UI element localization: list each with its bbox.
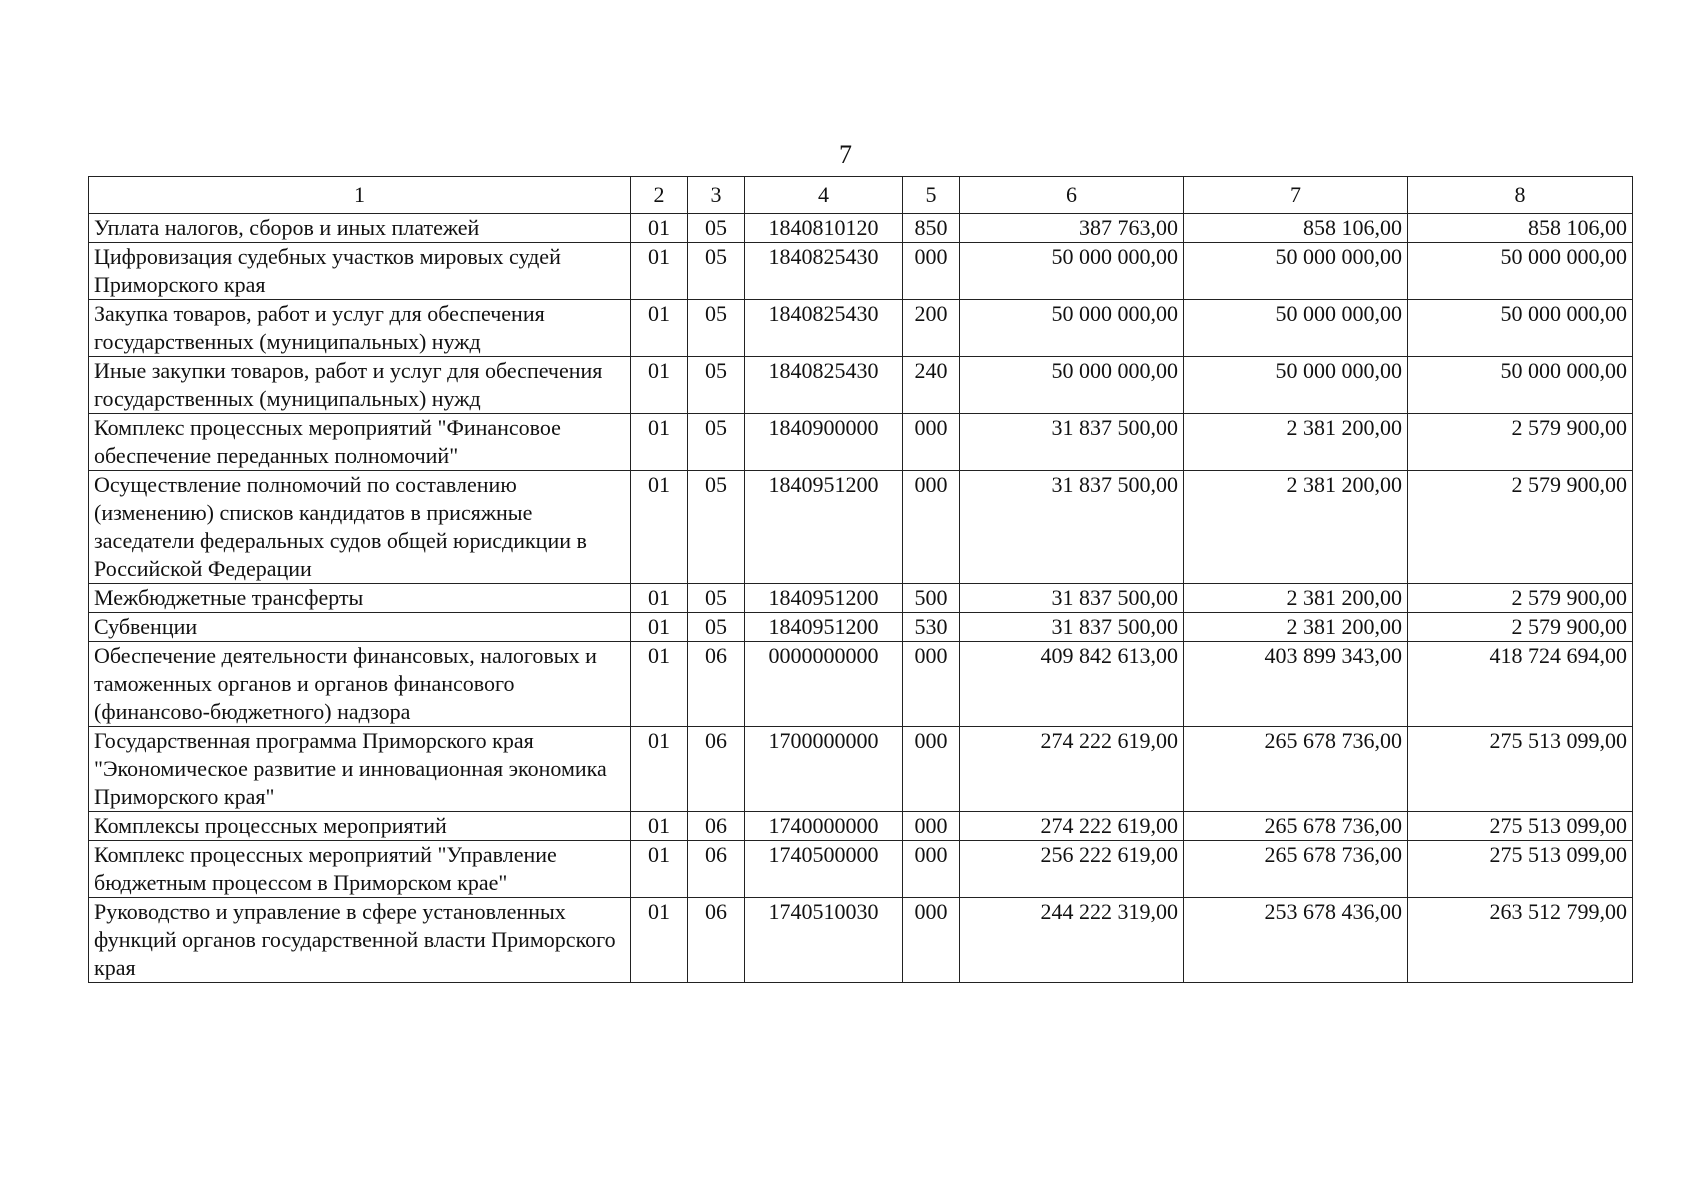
- row-amount-col6: 31 837 500,00: [960, 613, 1184, 642]
- row-subsection: 06: [688, 898, 745, 983]
- row-target-code: 0000000000: [745, 642, 903, 727]
- row-expense-type: 000: [903, 898, 960, 983]
- table-header: [89, 177, 1633, 214]
- header-cell-7: 7: [1184, 177, 1408, 214]
- row-subsection: 06: [688, 642, 745, 727]
- row-amount-col7: 2 381 200,00: [1184, 584, 1408, 613]
- row-amount-col8: 2 579 900,00: [1408, 584, 1633, 613]
- row-name: Уплата налогов, сборов и иных платежей: [89, 214, 631, 243]
- row-expense-type: 000: [903, 642, 960, 727]
- row-target-code: 1840825430: [745, 357, 903, 414]
- row-amount-col6: 31 837 500,00: [960, 471, 1184, 584]
- header-row: [89, 177, 1633, 214]
- row-target-code: 1840810120: [745, 214, 903, 243]
- row-amount-col7: 50 000 000,00: [1184, 300, 1408, 357]
- table-row: [89, 584, 1633, 613]
- row-amount-col8: 2 579 900,00: [1408, 471, 1633, 584]
- row-amount-col8: 50 000 000,00: [1408, 243, 1633, 300]
- row-subsection: 05: [688, 214, 745, 243]
- row-section: 01: [631, 642, 688, 727]
- row-subsection: 05: [688, 243, 745, 300]
- row-target-code: 1700000000: [745, 727, 903, 812]
- row-amount-col6: 244 222 319,00: [960, 898, 1184, 983]
- row-amount-col8: 275 513 099,00: [1408, 812, 1633, 841]
- table-row: [89, 812, 1633, 841]
- row-subsection: 05: [688, 471, 745, 584]
- row-amount-col8: 50 000 000,00: [1408, 300, 1633, 357]
- row-expense-type: 850: [903, 214, 960, 243]
- row-section: 01: [631, 812, 688, 841]
- row-target-code: 1840951200: [745, 471, 903, 584]
- row-amount-col8: 2 579 900,00: [1408, 613, 1633, 642]
- row-expense-type: 000: [903, 414, 960, 471]
- row-expense-type: 200: [903, 300, 960, 357]
- row-amount-col6: 31 837 500,00: [960, 414, 1184, 471]
- row-amount-col6: 31 837 500,00: [960, 584, 1184, 613]
- row-subsection: 06: [688, 841, 745, 898]
- row-subsection: 05: [688, 357, 745, 414]
- row-amount-col6: 409 842 613,00: [960, 642, 1184, 727]
- table-row: [89, 841, 1633, 898]
- row-section: 01: [631, 584, 688, 613]
- row-target-code: 1840825430: [745, 243, 903, 300]
- row-amount-col7: 50 000 000,00: [1184, 357, 1408, 414]
- row-subsection: 05: [688, 613, 745, 642]
- row-amount-col7: 403 899 343,00: [1184, 642, 1408, 727]
- row-target-code: 1840825430: [745, 300, 903, 357]
- header-cell-4: 4: [745, 177, 903, 214]
- row-expense-type: 000: [903, 727, 960, 812]
- table-row: [89, 727, 1633, 812]
- row-subsection: 06: [688, 812, 745, 841]
- row-section: 01: [631, 727, 688, 812]
- row-amount-col6: 50 000 000,00: [960, 357, 1184, 414]
- row-amount-col6: 274 222 619,00: [960, 727, 1184, 812]
- row-name: Осуществление полномочий по составлению (изменению) списков кандидатов в присяжные заседатели федеральных судов общей юрисдикции в Российской Федерации: [89, 471, 631, 584]
- page-number: 7: [839, 140, 852, 169]
- row-subsection: 06: [688, 727, 745, 812]
- row-expense-type: 000: [903, 243, 960, 300]
- row-section: 01: [631, 300, 688, 357]
- row-name: Закупка товаров, работ и услуг для обеспечения государственных (муниципальных) нужд: [89, 300, 631, 357]
- row-amount-col7: 2 381 200,00: [1184, 471, 1408, 584]
- row-amount-col7: 265 678 736,00: [1184, 841, 1408, 898]
- row-expense-type: 000: [903, 841, 960, 898]
- row-amount-col8: 275 513 099,00: [1408, 841, 1633, 898]
- budget-table: [88, 176, 1633, 983]
- row-amount-col8: 858 106,00: [1408, 214, 1633, 243]
- row-name: Комплекс процессных мероприятий "Финансовое обеспечение переданных полномочий": [89, 414, 631, 471]
- row-amount-col6: 50 000 000,00: [960, 300, 1184, 357]
- row-amount-col8: 2 579 900,00: [1408, 414, 1633, 471]
- row-amount-col8: 275 513 099,00: [1408, 727, 1633, 812]
- row-target-code: 1840951200: [745, 584, 903, 613]
- table-body: [89, 214, 1633, 983]
- row-section: 01: [631, 471, 688, 584]
- row-target-code: 1740510030: [745, 898, 903, 983]
- table-row: [89, 613, 1633, 642]
- row-amount-col6: 256 222 619,00: [960, 841, 1184, 898]
- header-cell-2: 2: [631, 177, 688, 214]
- row-expense-type: 500: [903, 584, 960, 613]
- table-row: [89, 642, 1633, 727]
- table-row: [89, 300, 1633, 357]
- row-name: Иные закупки товаров, работ и услуг для обеспечения государственных (муниципальных) нужд: [89, 357, 631, 414]
- row-section: 01: [631, 243, 688, 300]
- row-section: 01: [631, 414, 688, 471]
- row-amount-col7: 253 678 436,00: [1184, 898, 1408, 983]
- row-name: Комплексы процессных мероприятий: [89, 812, 631, 841]
- row-section: 01: [631, 214, 688, 243]
- row-amount-col8: 50 000 000,00: [1408, 357, 1633, 414]
- row-expense-type: 530: [903, 613, 960, 642]
- row-section: 01: [631, 898, 688, 983]
- row-name: Субвенции: [89, 613, 631, 642]
- row-target-code: 1840900000: [745, 414, 903, 471]
- row-name: Комплекс процессных мероприятий "Управление бюджетным процессом в Приморском крае": [89, 841, 631, 898]
- table-row: [89, 898, 1633, 983]
- row-subsection: 05: [688, 414, 745, 471]
- row-expense-type: 240: [903, 357, 960, 414]
- row-amount-col7: 50 000 000,00: [1184, 243, 1408, 300]
- row-amount-col7: 265 678 736,00: [1184, 727, 1408, 812]
- row-target-code: 1840951200: [745, 613, 903, 642]
- row-section: 01: [631, 613, 688, 642]
- row-amount-col8: 418 724 694,00: [1408, 642, 1633, 727]
- row-amount-col7: 265 678 736,00: [1184, 812, 1408, 841]
- table-row: [89, 357, 1633, 414]
- row-amount-col6: 387 763,00: [960, 214, 1184, 243]
- row-name: Государственная программа Приморского края "Экономическое развитие и инновационная экономика Приморского края": [89, 727, 631, 812]
- row-expense-type: 000: [903, 812, 960, 841]
- table-row: [89, 243, 1633, 300]
- header-cell-5: 5: [903, 177, 960, 214]
- header-cell-8: 8: [1408, 177, 1633, 214]
- table-row: [89, 471, 1633, 584]
- row-name: Цифровизация судебных участков мировых судей Приморского края: [89, 243, 631, 300]
- header-cell-1: 1: [89, 177, 631, 214]
- row-amount-col7: 858 106,00: [1184, 214, 1408, 243]
- row-amount-col7: 2 381 200,00: [1184, 613, 1408, 642]
- row-amount-col8: 263 512 799,00: [1408, 898, 1633, 983]
- row-target-code: 1740000000: [745, 812, 903, 841]
- row-name: Межбюджетные трансферты: [89, 584, 631, 613]
- row-amount-col6: 50 000 000,00: [960, 243, 1184, 300]
- row-subsection: 05: [688, 584, 745, 613]
- row-section: 01: [631, 357, 688, 414]
- header-cell-6: 6: [960, 177, 1184, 214]
- table-row: [89, 414, 1633, 471]
- row-subsection: 05: [688, 300, 745, 357]
- header-cell-3: 3: [688, 177, 745, 214]
- row-expense-type: 000: [903, 471, 960, 584]
- row-name: Обеспечение деятельности финансовых, налоговых и таможенных органов и органов финансового (финансово-бюджетного) надзора: [89, 642, 631, 727]
- table-row: [89, 214, 1633, 243]
- row-section: 01: [631, 841, 688, 898]
- row-amount-col7: 2 381 200,00: [1184, 414, 1408, 471]
- row-amount-col6: 274 222 619,00: [960, 812, 1184, 841]
- row-name: Руководство и управление в сфере установленных функций органов государственной власти Приморского края: [89, 898, 631, 983]
- row-target-code: 1740500000: [745, 841, 903, 898]
